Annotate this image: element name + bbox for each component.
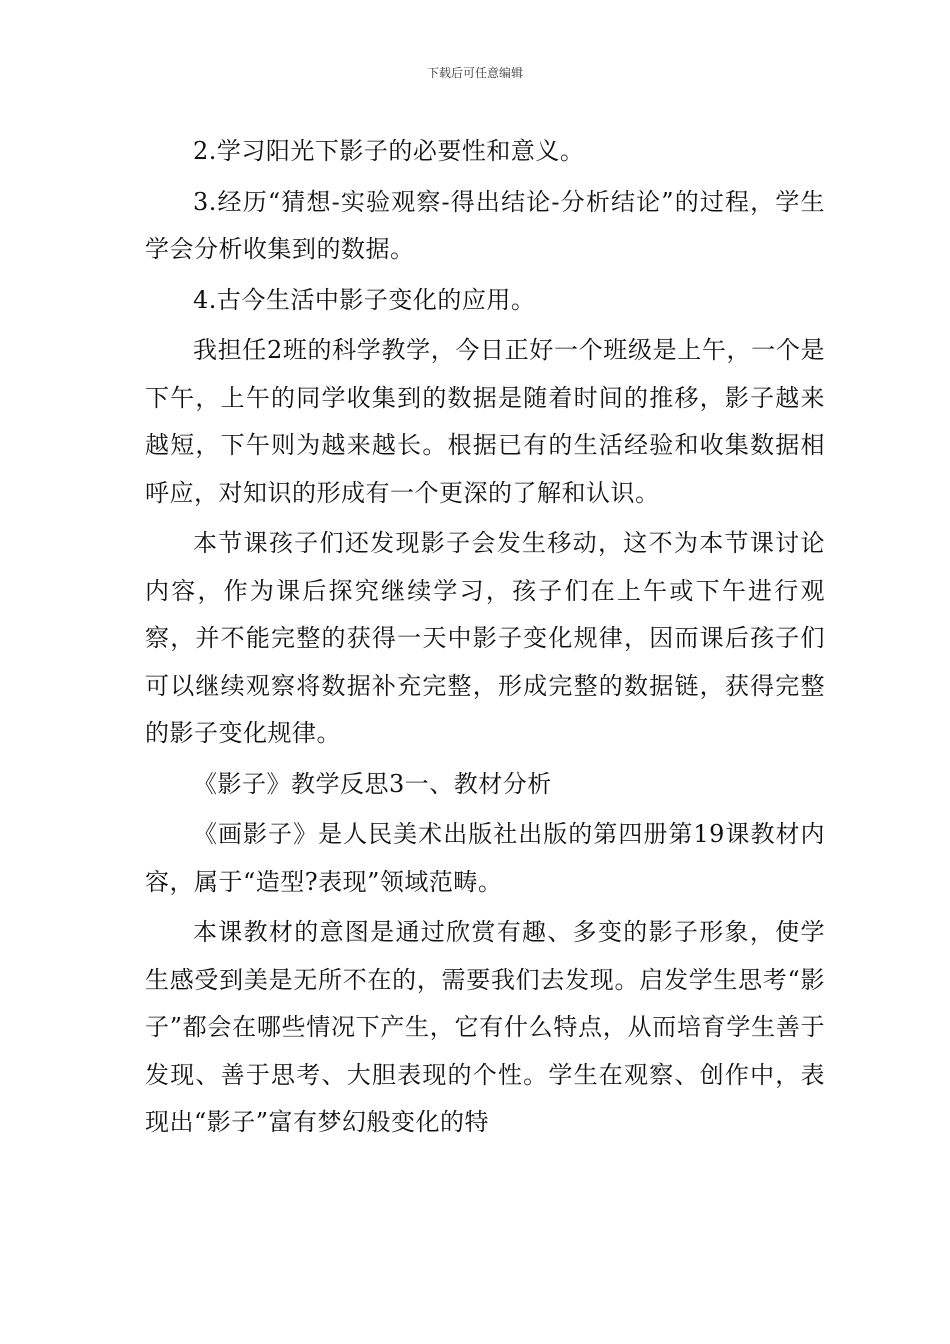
paragraph-textbook: 《画影子》是人民美术出版社出版的第四册第19课教材内容，属于“造型?表现”领域范畴。 [145, 820, 825, 896]
paragraph-item-2: 2.学习阳光下影子的必要性和意义。 [193, 137, 585, 165]
paragraph-shadow-movement: 本节课孩子们还发现影子会发生移动，这不为本节课讨论内容，作为课后探究继续学习，孩子们在上午或下午进行观察，并不能完整的获得一天中影子变化规律，因而课后孩子们可以继续观察将数据补充完整，形成完整的数据链，获得完整的影子变化规律。 [145, 529, 825, 747]
page-header: 下载后可任意编辑 [426, 66, 523, 80]
paragraph-class-teaching: 我担任2班的科学教学，今日正好一个班级是上午，一个是下午，上午的同学收集到的数据是随着时间的推移，影子越来越短，下午则为越来越长。根据已有的生活经验和收集数据相呼应，对知识的形成有一个更深的了解和认识。 [145, 336, 825, 507]
paragraph-intent: 本课教材的意图是通过欣赏有趣、多变的影子形象，使学生感受到美是无所不在的，需要我们去发现。启发学生思考“影子”都会在哪些情况下产生，它有什么特点，从而培育学生善于发现、善于思考、大胆表现的个性。学生在观察、创作中，表现出“影子”富有梦幻般变化的特 [145, 918, 825, 1136]
paragraph-item-4: 4.古今生活中影子变化的应用。 [193, 285, 536, 314]
document-body [145, 128, 825, 1147]
paragraph-item-3: 3.经历“猜想-实验观察-得出结论-分析结论”的过程，学生学会分析收集到的数据。 [145, 187, 825, 263]
section-heading: 《影子》教学反思3一、教材分析 [193, 769, 552, 798]
